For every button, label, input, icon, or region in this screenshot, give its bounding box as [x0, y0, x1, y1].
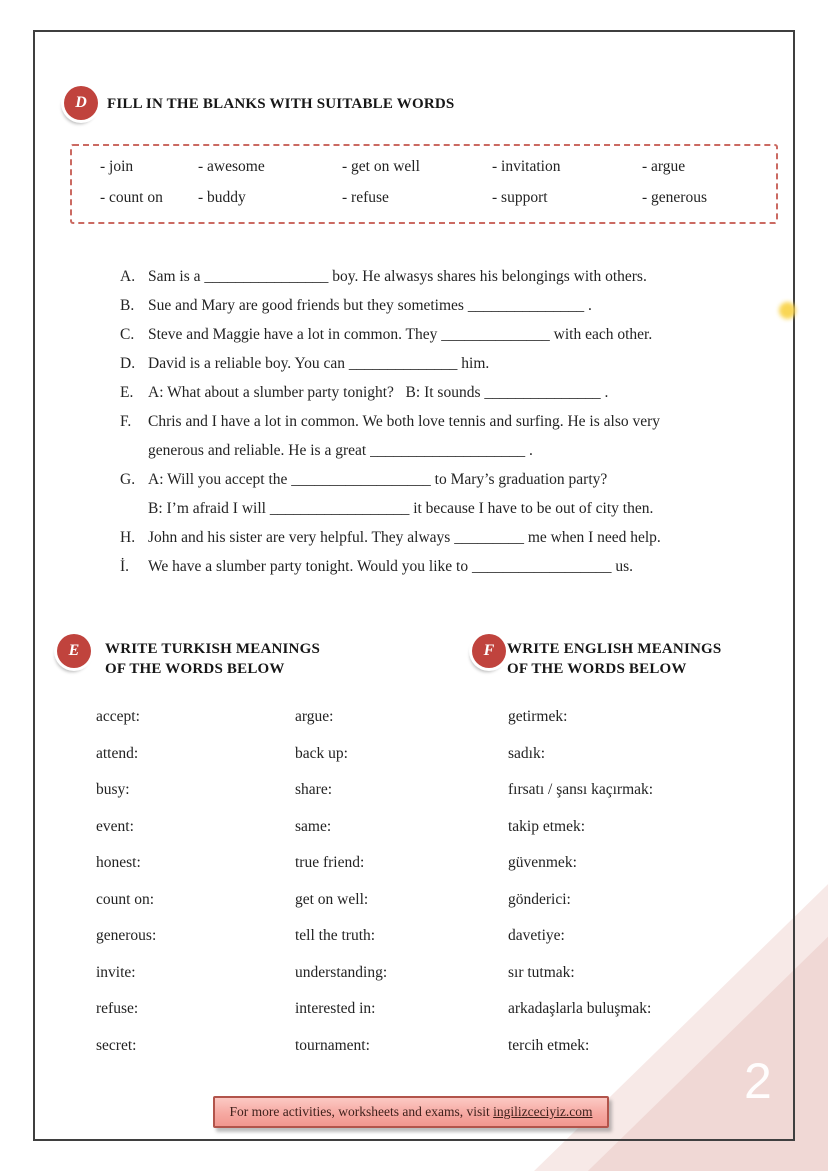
vocab-word: get on well: [295, 890, 369, 908]
vocab-word: share: [295, 781, 333, 798]
turkish-meanings-column-1 [96, 699, 156, 1064]
vocab-word: refuse: [96, 1000, 139, 1017]
word-bank-item: - argue [642, 158, 686, 175]
sentence-text: David is a reliable boy. You can ______________ him. [148, 355, 490, 372]
section-d-badge-letter: D [75, 94, 87, 111]
section-e-title [105, 639, 320, 679]
sentence-line [120, 291, 782, 320]
footer-link[interactable]: ingilizceciyiz.com [493, 1104, 593, 1119]
sentence-text: Steve and Maggie have a lot in common. They ______________ with each other. [148, 326, 653, 343]
page-number: 2 [744, 1053, 772, 1109]
sentence-line [120, 262, 782, 291]
word-bank-item: - refuse [342, 189, 389, 206]
sentence-label: D. [120, 355, 136, 372]
turkish-meanings-column-2 [295, 699, 387, 1064]
vocab-word: generous: [96, 927, 157, 944]
section-e-badge-letter: E [68, 642, 80, 659]
vocab-word: true friend: [295, 854, 365, 871]
vocab-word: event: [96, 817, 134, 835]
footer-banner [213, 1096, 609, 1128]
sentence-text: Chris and I have a lot in common. We both love tennis and surfing. He is also very [148, 413, 661, 430]
vocab-word: understanding: [295, 963, 388, 981]
sentence-line [120, 349, 782, 378]
section-d-badge [64, 86, 98, 120]
fill-in-sentences [120, 262, 782, 581]
vocab-word: attend: [96, 744, 139, 762]
sentence-line [120, 552, 782, 581]
word-bank-box [70, 144, 778, 224]
sentence-text: B: I’m afraid I will __________________ it because I have to be out of city then. [148, 500, 654, 517]
word-bank-item: - generous [642, 189, 707, 206]
sentence-label [120, 494, 148, 523]
vocab-word: gönderici: [508, 890, 571, 908]
vocab-word: sır tutmak: [508, 963, 575, 981]
sentence-label: A. [120, 268, 136, 285]
sentence-text: John and his sister are very helpful. They always _________ me when I need help. [148, 529, 661, 546]
sentence-text: generous and reliable. He is a great ____________________ . [148, 442, 533, 459]
section-e-badge [57, 634, 91, 668]
sentence-line [120, 436, 782, 465]
sentence-label [120, 436, 148, 465]
vocab-word: honest: [96, 854, 141, 871]
sentence-line [120, 378, 782, 407]
sentence-line [120, 465, 782, 494]
word-bank-item: - get on well [342, 158, 420, 175]
sentence-label: F. [120, 413, 132, 430]
sentence-text: Sue and Mary are good friends but they sometimes _______________ . [148, 297, 592, 314]
vocab-word: back up: [295, 744, 348, 762]
sentence-label: C. [120, 326, 135, 343]
vocab-word: interested in: [295, 1000, 376, 1017]
vocab-word: invite: [96, 963, 136, 981]
section-f-badge-letter: F [483, 642, 495, 659]
section-f-title-line1: WRITE ENGLISH MEANINGS [507, 641, 722, 657]
sentence-text: A: Will you accept the __________________ to Mary’s graduation party? [148, 471, 608, 488]
sentence-label: H. [120, 529, 136, 546]
sentence-text: We have a slumber party tonight. Would you like to __________________ us. [148, 558, 633, 575]
vocab-word: tercih etmek: [508, 1036, 590, 1054]
footer-text: For more activities, worksheets and exams, visit [229, 1104, 494, 1119]
section-f-badge [472, 634, 506, 668]
sentence-label: B. [120, 297, 135, 314]
section-d-title: FILL IN THE BLANKS WITH SUITABLE WORDS [107, 96, 455, 112]
vocab-word: argue: [295, 708, 334, 725]
word-bank-item: - buddy [198, 189, 246, 206]
sentence-line [120, 494, 782, 523]
vocab-word: sadık: [508, 744, 546, 762]
section-f-title-line2: OF THE WORDS BELOW [507, 661, 687, 677]
vocab-word: same: [295, 817, 332, 835]
sentence-label: İ. [120, 558, 130, 575]
sentence-line [120, 523, 782, 552]
word-bank-item: - count on [100, 189, 163, 206]
vocab-word: takip etmek: [508, 817, 586, 835]
vocab-word: busy: [96, 781, 130, 798]
vocab-word: tournament: [295, 1036, 370, 1054]
sentence-line [120, 407, 782, 436]
vocab-word: tell the truth: [295, 927, 376, 944]
vocab-word: davetiye: [508, 927, 565, 944]
word-bank-item: - join [100, 158, 134, 175]
sentence-label: G. [120, 471, 136, 488]
section-e-title-line2: OF THE WORDS BELOW [105, 661, 285, 677]
vocab-word: arkadaşlarla buluşmak: [508, 1000, 652, 1017]
vocab-word: fırsatı / şansı kaçırmak: [508, 781, 654, 798]
sentence-line [120, 320, 782, 349]
vocab-word: accept: [96, 708, 140, 725]
word-bank-item: - awesome [198, 158, 265, 175]
sentence-text: A: What about a slumber party tonight? B: It sounds _______________ . [148, 384, 609, 401]
word-bank-row-1 [100, 158, 776, 176]
english-meanings-column [508, 699, 653, 1064]
sentence-label: E. [120, 384, 134, 401]
word-bank-item: - support [492, 189, 548, 206]
vocab-word: count on: [96, 890, 155, 908]
section-f-title [507, 639, 721, 679]
sentence-text: Sam is a ________________ boy. He alwasys shares his belongings with others. [148, 268, 647, 285]
vocab-word: getirmek: [508, 708, 568, 725]
word-bank-row-2 [100, 189, 776, 207]
vocab-word: secret: [96, 1036, 137, 1054]
vocab-word: güvenmek: [508, 854, 577, 871]
section-e-title-line1: WRITE TURKISH MEANINGS [105, 641, 321, 657]
word-bank-item: - invitation [492, 158, 561, 175]
